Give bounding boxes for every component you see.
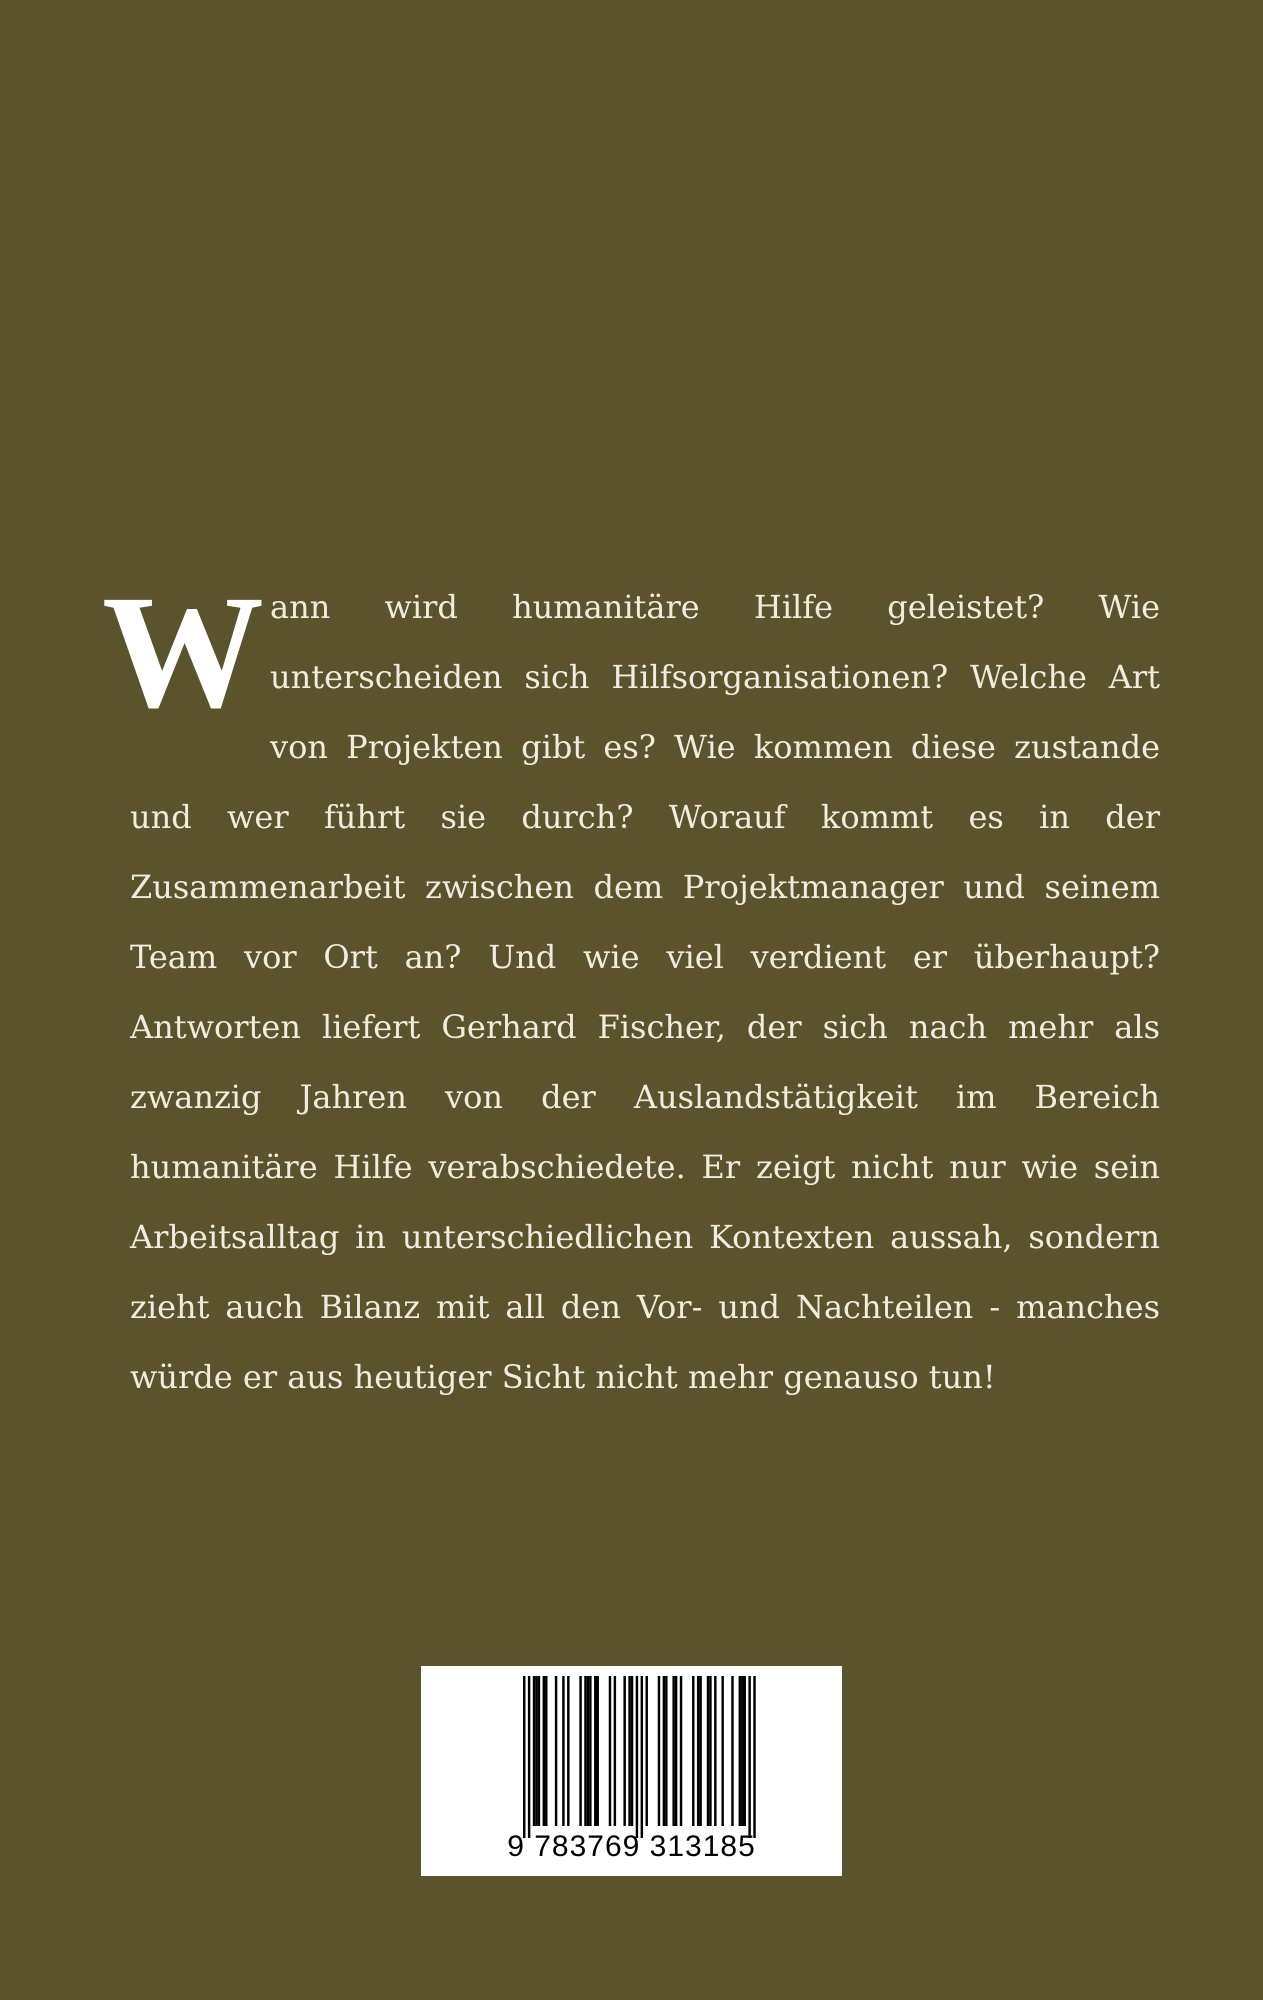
barcode-bar	[665, 1676, 667, 1826]
barcode-bar	[543, 1676, 545, 1826]
barcode-bar	[562, 1676, 564, 1826]
barcode-bar	[535, 1676, 537, 1826]
isbn-barcode	[421, 1666, 842, 1876]
barcode-bar	[748, 1676, 750, 1838]
barcode-bar	[614, 1676, 616, 1826]
barcode-bar	[753, 1676, 755, 1838]
barcode-bar	[609, 1676, 611, 1826]
barcode-bar	[589, 1676, 591, 1826]
barcode-bar	[731, 1676, 733, 1826]
isbn-number: 9 783769 313185	[507, 1830, 756, 1863]
barcode-bar	[584, 1676, 586, 1826]
barcode-bar	[707, 1676, 709, 1826]
barcode-bar	[658, 1676, 660, 1826]
barcode-bar	[523, 1676, 525, 1838]
barcode-bar	[741, 1676, 743, 1826]
barcode-bar	[631, 1676, 633, 1826]
blurb-text: ann wird humanitäre Hilfe geleistet? Wie unterscheiden sich Hilfsorganisationen? Welche Art von Projekten gibt es? Wie kommen diese zustande und wer führt sie durch? Worauf kommt es in der Zusammenarbeit zwischen dem Projektmanager und seinem Team vor Ort an? Und wie viel verdient er überhaupt? Antworten liefert Gerhard Fischer, der sich nach mehr als zwanzig Jahren von der Auslandstätigkeit im Bereich humanitäre Hilfe verabschiedete. Er zeigt nicht nur wie sein Arbeitsalltag in unterschiedlichen Kontexten aussah, sondern zieht auch Bilanz mit all den Vor- und Nachteilen - manches würde er aus heutiger Sicht nicht mehr genauso tun!	[130, 588, 1160, 1396]
barcode-bar	[646, 1676, 648, 1826]
barcode-bar	[714, 1676, 716, 1826]
barcode-bar	[555, 1676, 557, 1826]
barcode-bar	[709, 1676, 711, 1826]
barcode-bar	[675, 1676, 677, 1826]
drop-cap: W	[102, 563, 264, 742]
barcode-bar	[744, 1676, 746, 1826]
barcode-bar	[680, 1676, 682, 1826]
barcode-bar	[579, 1676, 581, 1826]
barcode-bar	[697, 1676, 699, 1826]
barcode-bar	[699, 1676, 701, 1826]
barcode-bar	[538, 1676, 540, 1826]
barcode-bar	[594, 1676, 596, 1826]
barcode-bar	[739, 1676, 741, 1826]
barcode-bar	[597, 1676, 599, 1826]
barcode-bar	[528, 1676, 530, 1838]
barcode-bar	[533, 1676, 535, 1826]
barcode-bar	[692, 1676, 694, 1826]
barcode-bar	[721, 1676, 723, 1826]
blurb-paragraph	[102, 563, 1160, 1412]
barcode-bar	[587, 1676, 589, 1826]
barcode-bar	[623, 1676, 625, 1826]
barcode-bar	[663, 1676, 665, 1826]
barcode-bar	[567, 1676, 569, 1826]
barcode-bar	[636, 1676, 638, 1838]
barcode-bar	[628, 1676, 630, 1826]
barcode-bar	[641, 1676, 643, 1838]
barcode-bar	[672, 1676, 674, 1826]
barcode-bar	[545, 1676, 547, 1826]
